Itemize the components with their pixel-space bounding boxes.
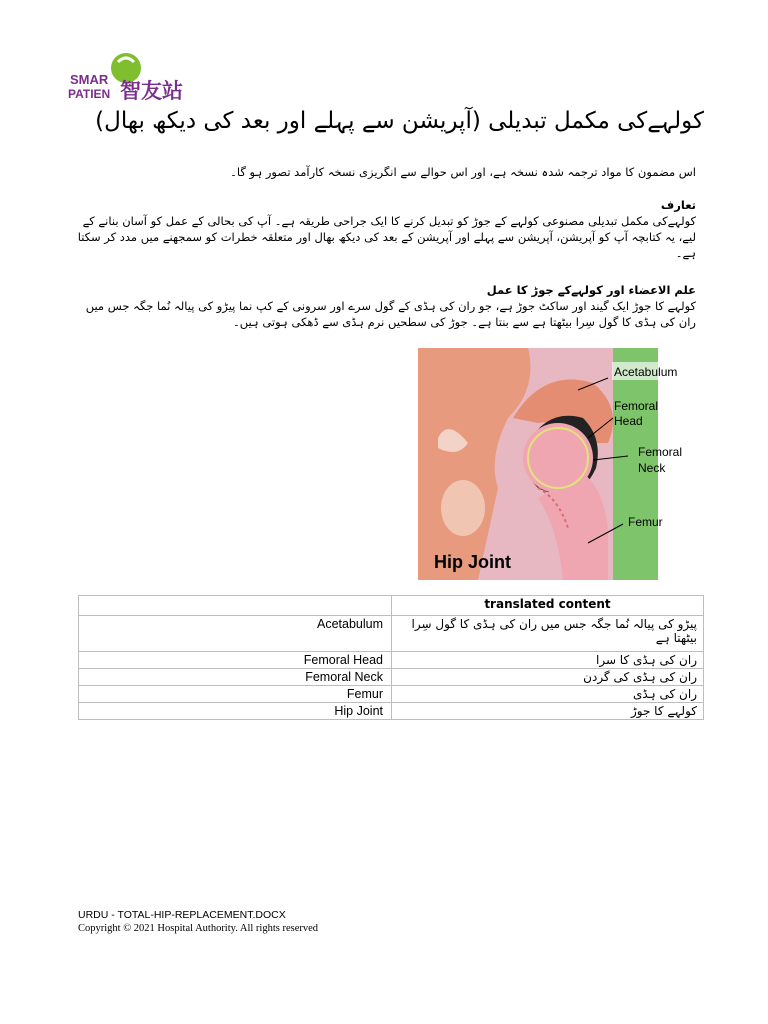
table-header-translated: translated content xyxy=(392,596,704,616)
logo-text-top: SMAR xyxy=(70,72,109,87)
page-footer xyxy=(78,909,318,935)
logo-text-bottom: PATIEN xyxy=(68,87,111,101)
intro-heading: تعارف xyxy=(660,198,696,212)
label-femoral-neck-2: Neck xyxy=(638,461,666,475)
table-row xyxy=(79,669,704,686)
hip-joint-illustration xyxy=(418,348,683,580)
figure-caption: Hip Joint xyxy=(434,552,511,572)
table-row xyxy=(79,703,704,720)
copyright-notice: Copyright © 2021 Hospital Authority. All rights reserved xyxy=(78,923,319,934)
logo-text-cn: 智友站 xyxy=(120,79,183,103)
intro-body: کولہےکی مکمل تبدیلی مصنوعی کولہے کے جوڑ کو تبدیل کرنے کا ایک جراحی طریقہ ہے۔ آپ کی بحالی کے عمل کو آسان بنانے کے لیے، یہ کتابچہ آپ کو آپریشن، آپریشن سے پہلے اور آپریشن کے بعد کی دیکھ بھال اور متعلقہ خطرات کو سمجھنے میں مدد کر سکتا ہے۔ xyxy=(77,214,696,260)
term-ur: پیڑو کی پیالہ نُما جگہ جس میں ران کی ہڈی کا گول سِرا بیٹھتا ہے xyxy=(392,616,704,652)
smart-patient-logo xyxy=(66,52,190,108)
table-header-empty xyxy=(79,596,392,616)
label-femoral-neck-1: Femoral xyxy=(638,445,683,459)
term-ur: ران کی ہڈی xyxy=(392,686,704,703)
table-row xyxy=(79,652,704,669)
term-en: Acetabulum xyxy=(79,616,392,652)
term-en: Femoral Head xyxy=(79,652,392,669)
label-acetabulum: Acetabulum xyxy=(614,365,678,379)
term-en: Femur xyxy=(79,686,392,703)
page-title: کولہےکی مکمل تبدیلی (آپریشن سے پہلے اور بعد کی دیکھ بھال) xyxy=(95,108,704,134)
term-ur: ران کی ہڈی کا سرا xyxy=(392,652,704,669)
label-femoral-head-1: Femoral xyxy=(614,399,659,413)
term-ur: ران کی ہڈی کی گردن xyxy=(392,669,704,686)
glossary-table xyxy=(78,595,704,720)
label-femoral-head-2: Head xyxy=(614,414,643,428)
term-ur: کولہے کا جوڑ xyxy=(392,703,704,720)
table-row xyxy=(79,686,704,703)
term-en: Femoral Neck xyxy=(79,669,392,686)
document-name: URDU - TOTAL-HIP-REPLACEMENT.DOCX xyxy=(78,909,286,921)
anatomy-body: کولہے کا جوڑ ایک گیند اور ساکٹ جوڑ ہے، جو ران کی ہڈی کے گول سرے اور سرونی کے کپ نما پیڑو کی پیالہ نُما جگہ جس میں ران کی ہڈی کا گول سِرا بیٹھتا ہے سے بنتا ہے۔ جوڑ کی سطحیں نرم ہڈی سے ڈھکی ہوتی ہیں۔ xyxy=(85,299,696,329)
table-row xyxy=(79,596,704,616)
translation-disclaimer: اس مضمون کا مواد ترجمہ شدہ نسخہ ہے، اور اس حوالے سے انگریزی نسخہ کارآمد تصور ہو گا۔ xyxy=(230,165,696,179)
anatomy-heading: علم الاعضاء اور کولہےکے جوڑ کا عمل xyxy=(486,283,696,297)
term-en: Hip Joint xyxy=(79,703,392,720)
table-row xyxy=(79,616,704,652)
label-femur: Femur xyxy=(628,515,663,529)
